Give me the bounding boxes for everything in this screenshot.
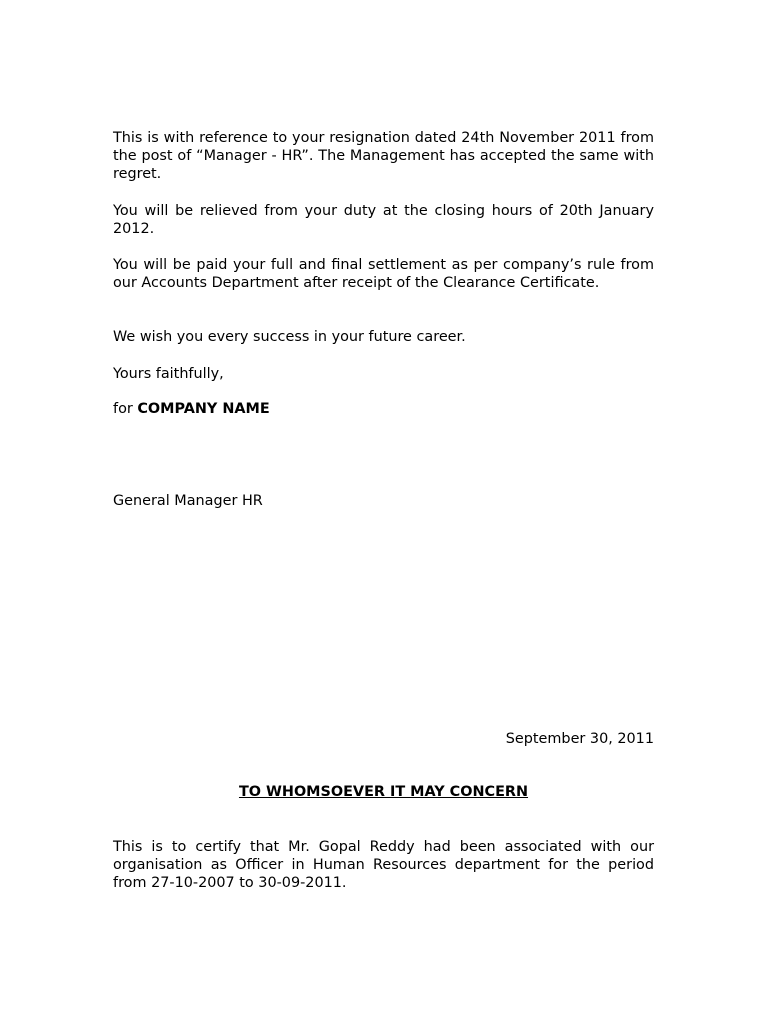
for-prefix: for [113, 401, 138, 417]
company-name: COMPANY NAME [137, 401, 270, 417]
certificate-heading [113, 783, 654, 801]
settlement-paragraph: You will be paid your full and final settlement as per company’s rule from our Accounts Department after receipt of the Clearance Certificate. [113, 257, 654, 291]
company-line [113, 400, 654, 418]
relieving-date-paragraph: You will be relieved from your duty at the closing hours of 20th January 2012. [113, 203, 654, 237]
signatory-title: General Manager HR [113, 493, 263, 509]
resignation-reference-paragraph: This is with reference to your resignation dated 24th November 2011 from the post of “Manager - HR”. The Management has accepted the same with regret. [113, 130, 654, 182]
closing-salutation: Yours faithfully, [113, 366, 224, 382]
certificate-date: September 30, 2011 [505, 731, 654, 747]
certificate-paragraph: This is to certify that Mr. Gopal Reddy had been associated with our organisation as Officer in Human Resources department for the period from 27-10-2007 to 30-09-2011. [113, 839, 654, 891]
document-page [113, 0, 654, 1024]
certificate-heading-text: TO WHOMSOEVER IT MAY CONCERN [238, 784, 529, 800]
wishes-paragraph: We wish you every success in your future career. [113, 329, 466, 345]
